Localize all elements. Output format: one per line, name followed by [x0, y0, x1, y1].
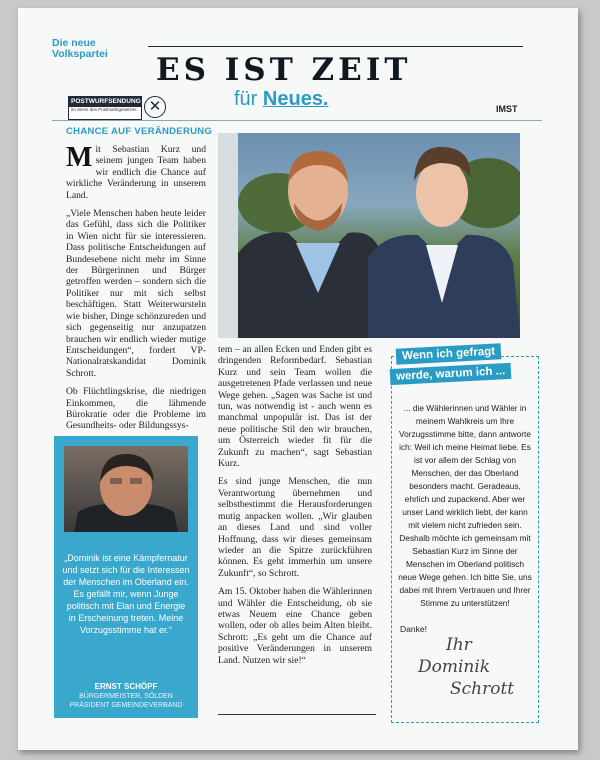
testimonial-portrait [64, 446, 188, 532]
sidebar-banner-line-1: Wenn ich gefragt [396, 343, 502, 364]
testimonial-role: BÜRGERMEISTER, SÖLDEN PRÄSIDENT GEMEINDEVERBAND [69, 693, 183, 709]
column-end-rule [218, 714, 376, 715]
article-paragraph: Am 15. Oktober haben die Wählerinnen und Wähler die Entscheidung, ob sie etwas Neuem eine Chance geben wollen, oder ob alles beim Alten bleibt. Schrott: „Es geht um die Chance auf positive Veränderungen in unserem Land. Nutzen wir sie!“ [218, 586, 372, 666]
masthead-top-rule [148, 46, 523, 47]
article-paragraph: Es sind junge Menschen, die nun Verantwortung übernehmen und selbstbestimmt die Herausforderungen mutig anpacken wollen. „Wir glauben an dieses Land und sind voller Hoffnung, dass wir dieses gemeinsam wieder an die Spitze zurückführen können. Es geht immerhin um unsere Zukunft“, so Schrott. [218, 476, 372, 579]
testimonial-name: ERNST SCHÖPF [94, 682, 158, 691]
article-column-1 [66, 144, 206, 439]
lead-paragraph: Mit Sebastian Kurz und seinem jungen Team haben wir endlich die Chance auf wirkliche Veränderung in unserem Land. [66, 142, 206, 201]
candidates-photo [218, 133, 520, 338]
sidebar-thanks: Danke! [400, 624, 427, 634]
newspaper-page [18, 8, 578, 750]
portrait-illustration [64, 446, 188, 532]
article-paragraph: tem – an allen Ecken und Enden gibt es dringenden Reformbedarf. Sebastian Kurz und sein Team wollen die ausgetretenen Pfade verlassen und neue Wege gehen. „Sagen was Sache ist und tun, was notwendig ist - auch wenn es manchmal unpopulär ist. Das ist der neue politische Stil den wir brauchen, um Österreich wieder fit für die Zukunft zu machen“, sagt Sebastian Kurz. [218, 344, 372, 470]
ballot-cross-icon: ✕ [144, 96, 166, 118]
party-logo: Die neue Volkspartei [52, 37, 108, 60]
drop-cap: M [66, 142, 93, 173]
testimonial-box [54, 436, 198, 718]
section-heading: CHANCE AUF VERÄNDERUNG [66, 126, 213, 137]
testimonial-quote: „Dominik ist eine Kämpfernatur und setzt sich für die Interessen der Menschen im Oberland ein. Es gefällt mir, wenn Junge politisch mit Elan und Energie in Erscheinung treten. Meine Vorzugsstimme hat er.“ [62, 553, 190, 635]
signature: Ihr Dominik Schrott [418, 635, 515, 699]
article-paragraph: Ob Flüchtlingskrise, die niedrigen Einkommen, die lähmende Bürokratie oder die Probleme im Gesundheits- oder Bildungssys- [66, 386, 206, 432]
masthead-title: ES IST ZEIT [156, 52, 412, 88]
article-paragraph: „Viele Menschen haben heute leider das Gefühl, dass sich die Politiker in Wien nicht für sie interessieren. Dass politische Entscheidungen auf Bundesebene nicht mehr im Sinne der Bürgerinnen und Bürger getroffen werden – sondern sich die Politiker nur mit sich selbst beschäftigen. Statt Weiterwursteln wie bisher, Dinge schönzureden und sich gegenseitig nur anzupatzen brauchen wir endlich wieder mutige Entscheidungen“, fordert VP-Nationalratskandidat Dominik Schrott. [66, 208, 206, 379]
postal-label: POSTWURFSENDUNG im Sinne des Postmarktgesetzes [68, 96, 142, 120]
article-column-2 [218, 344, 372, 673]
masthead-subtitle: für Neues. [234, 88, 329, 110]
sidebar-banner-line-2: werde, warum ich ... [390, 363, 512, 385]
header-divider [52, 120, 542, 121]
location-label: IMST [496, 104, 518, 114]
photo-illustration [218, 133, 520, 338]
sidebar-text: ... die Wählerinnen und Wähler in meinem Wahlkreis um Ihre Vorzugsstimme bitte, dann antworte ich: Weil ich meine Heimat liebe. Es ist vor allem der Schlag von Menschen, der das Oberland besonders macht. Geradeaus, ehrlich und zupackend. Aber wer unser Land wirklich liebt, der kann mit vielem nicht zufrieden sein. Deshalb möchte ich gemeinsam mit Sebastian Kurz im Sinne der Menschen im Oberland politisch neue Wege gehen. Ich bitte Sie, uns dabei mit Ihrem Vertrauen und Ihrer Stimme zu unterstützen! [398, 403, 532, 608]
